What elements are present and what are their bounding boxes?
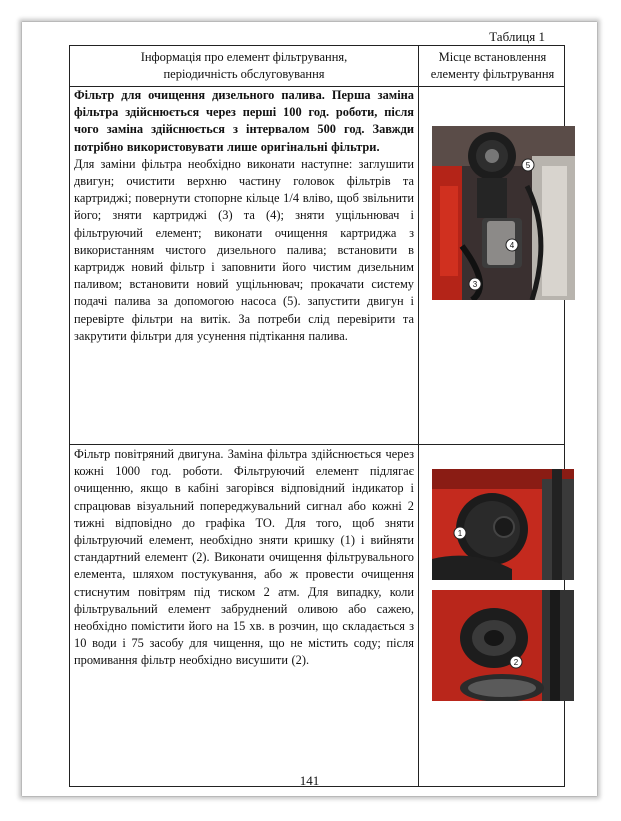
filter-table [69, 45, 565, 787]
row2-para1: Фільтр повітряний двигуна. Заміна фільтра здійснюється через кожні 1000 год. роботи. Фільтруючий елемент підлягає очищенню, якщо в кабіні загорівся відповідний індикатор і спрацював візуальний попереджувальний сигнал або кожні 2 тижні відповідно до графіка ТО. Для того, щоб зняти фільтруючий елемент, необхідно зняти кришку (1) і вийняти стандартний елемент (2). Виконати очищення фільтрувального елемента, шляхом постукування, або ж провести очищення стиснутим повітрям під тиском 2 атм. Для випадку, коли фільтрувальний елемент забруднений оливою або сажею, необхідно помістити його на 15 хв. в розчин, що складається з 10 води і 75 засобу для чищення, що не містить соду; після промивання фільтр необхідно висушити (2). [74, 447, 414, 668]
air-filter-photo-2 [432, 590, 574, 701]
header-info [70, 46, 418, 86]
row1-para1: Фільтр для очищення дизельного палива. Перша заміна фільтра здійснюється через перші 100 год. роботи, після чого заміна здійснюється з інтервалом 500 год. Завжди потрібно використовувати лише оригінальні фільтри. [74, 88, 414, 154]
page-number: 141 [299, 773, 320, 788]
callout-1: 1 [457, 529, 463, 538]
table-label: Таблиця 1 [489, 29, 545, 44]
callout-3: 3 [472, 280, 478, 289]
fuel-filter-photo [432, 126, 575, 300]
document-page [22, 22, 597, 796]
row2-text [74, 446, 414, 670]
header-location-line1: Місце встановлення [438, 50, 547, 64]
header-info-line1: Інформація про елемент фільтрування, [140, 50, 348, 64]
callout-4: 4 [509, 241, 515, 250]
callout-5: 5 [525, 161, 531, 170]
callout-2: 2 [513, 658, 519, 667]
column-divider [418, 46, 419, 786]
header-location-line2: елементу фільтрування [430, 67, 555, 81]
row1-text [74, 87, 414, 345]
header-info-line2: періодичність обслуговування [163, 67, 325, 81]
air-filter-photo-1 [432, 469, 574, 580]
header-location [419, 46, 566, 86]
row1-para2: Для заміни фільтра необхідно виконати наступне: заглушити двигун; очистити верхню частину головок фільтрів та картриджі; повернути стопорне кільце 1/4 вліво, щоб звільнити його; зняти картриджі (3) та (4); зняти ущільнювач і фільтруючий елемент; виконати очищення картриджа з використанням чистого дизельного палива; встановити в картридж новий фільтр і заповнити його чистим дизельним паливом; встановити новий ущільнювач; прокачати систему подачі палива за допомогою насоса (5). запустити двигун і перевірте фільтри на витік. За потреби слід перевірити та закрутити фільтри для усунення підтікання палива. [74, 156, 414, 343]
row-divider [70, 444, 564, 445]
